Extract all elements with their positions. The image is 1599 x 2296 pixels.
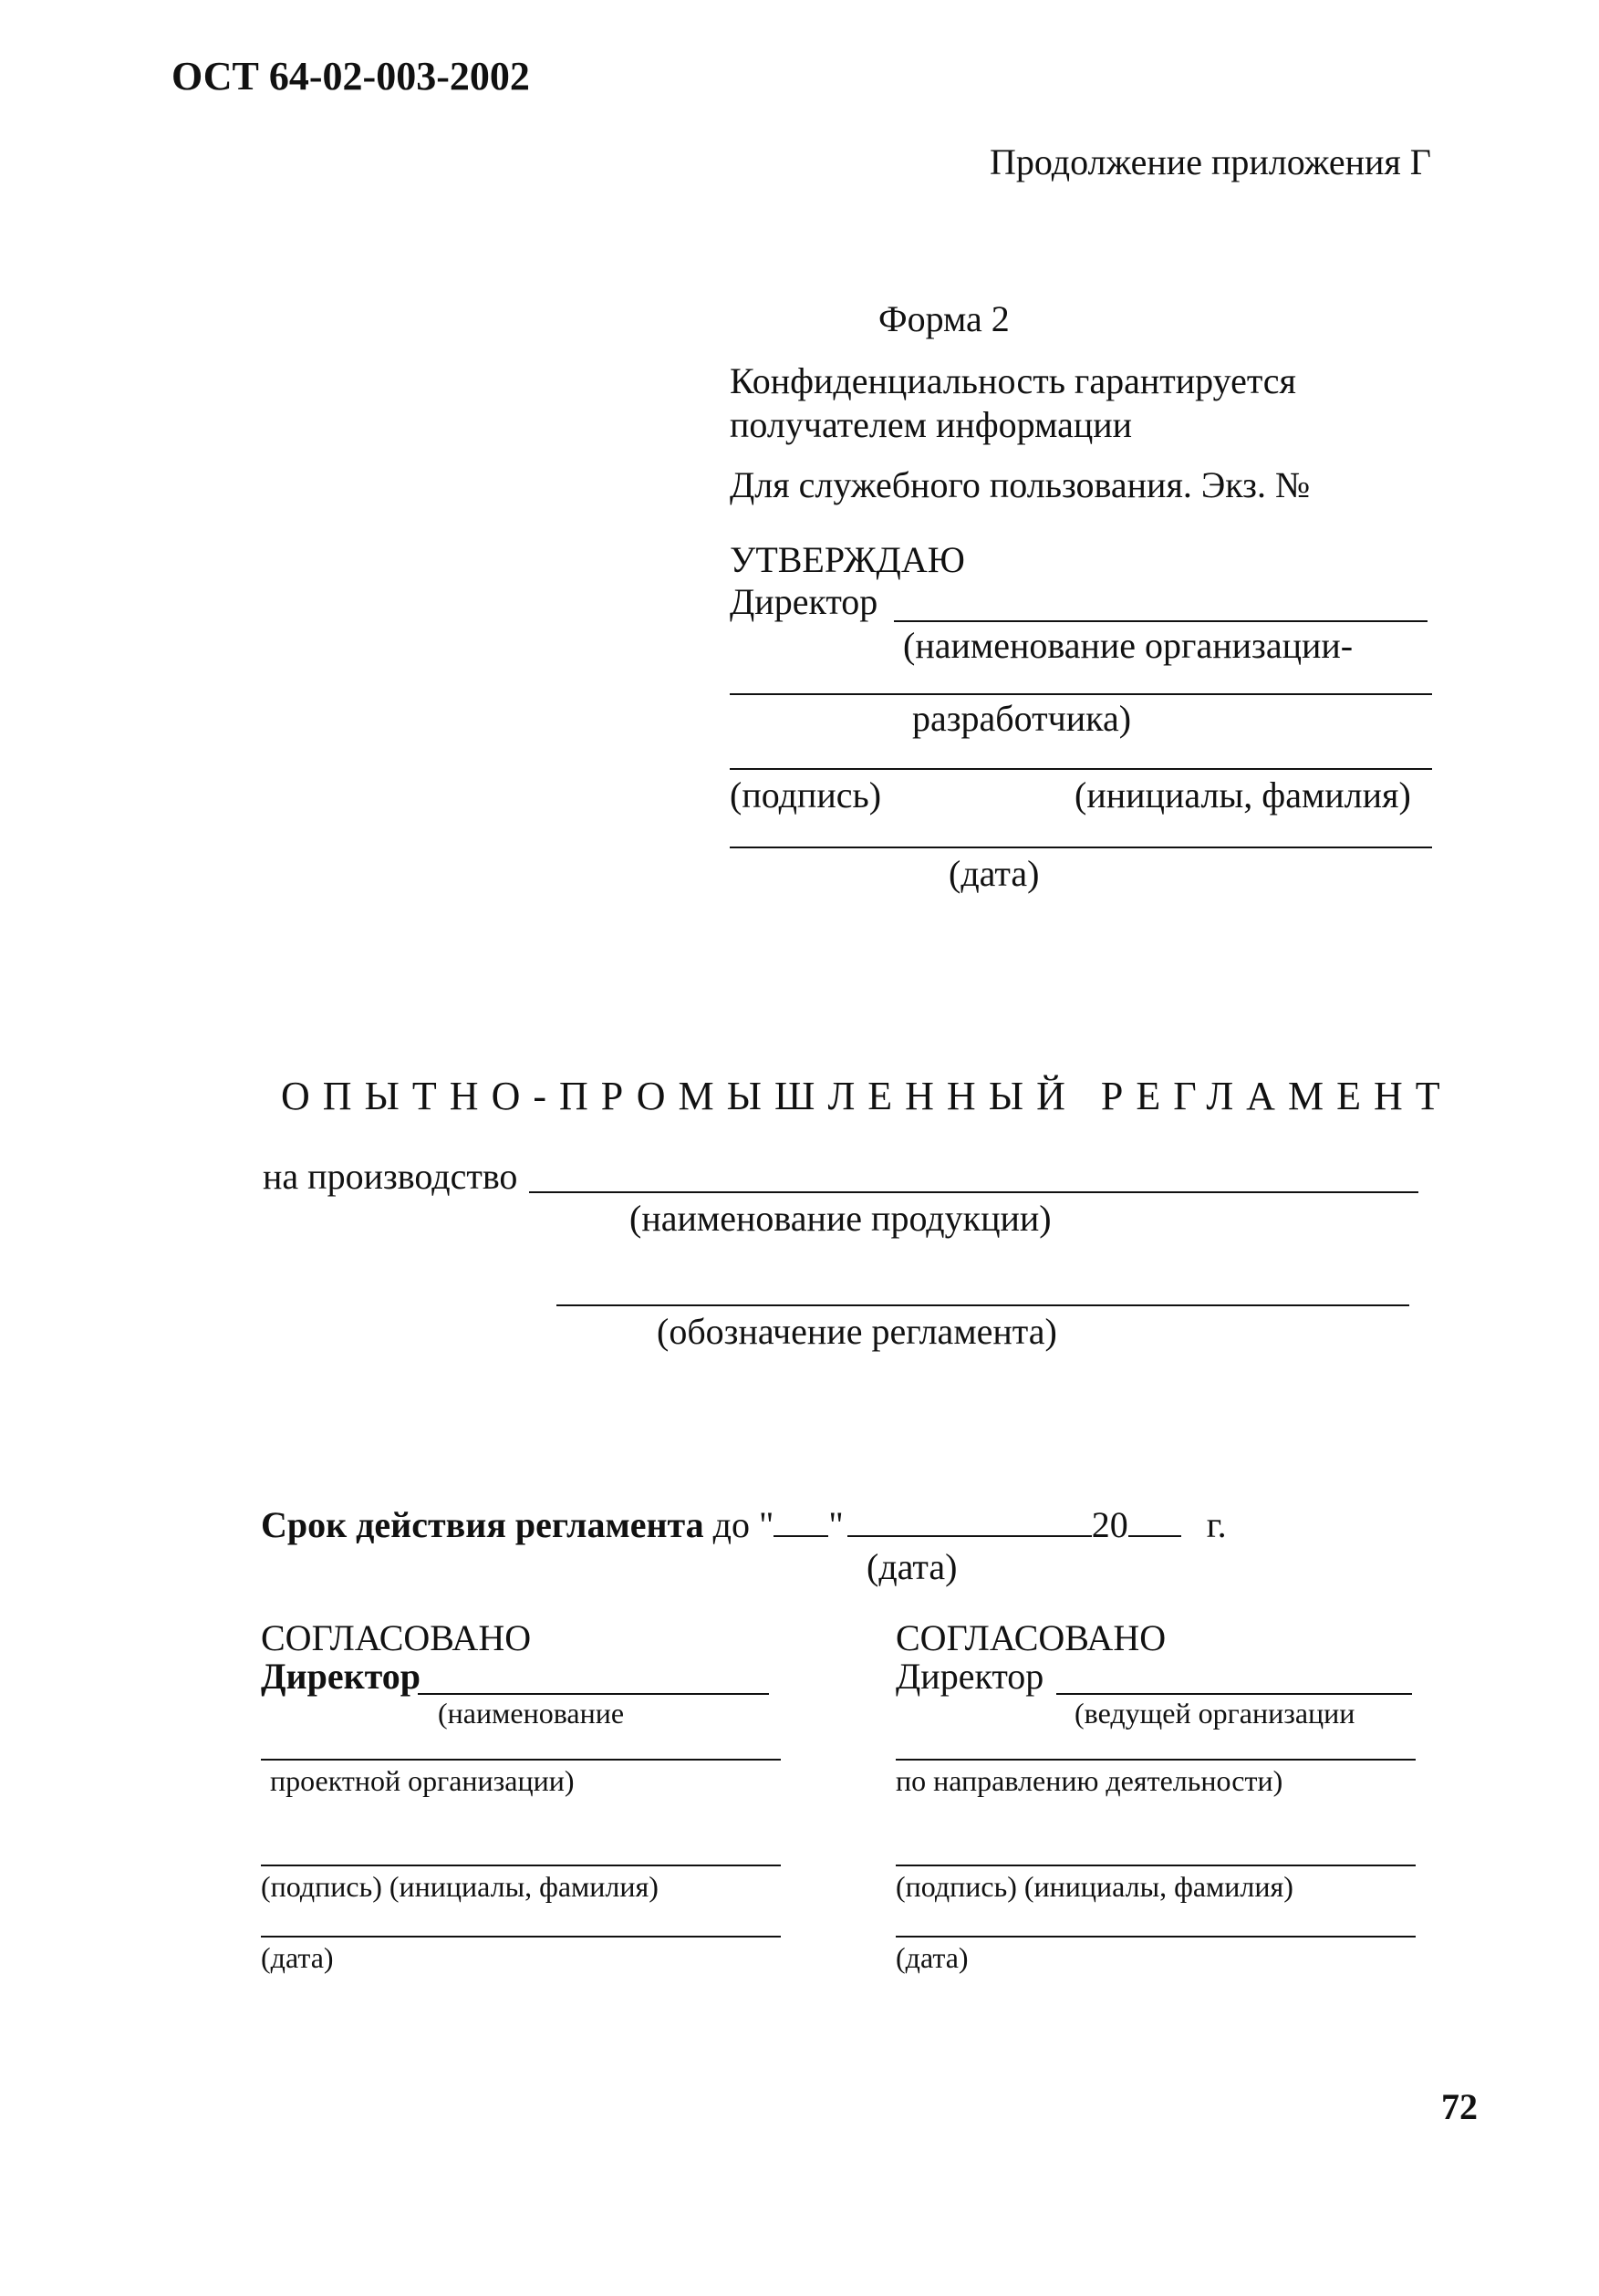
page-number: 72 [1441,2086,1478,2127]
day-blank [774,1508,828,1537]
agreed-left-caption-2: проектной организации) [270,1764,575,1797]
confidentiality-line-1: Конфиденциальность гарантируется [730,360,1296,401]
validity-date-caption: (дата) [867,1546,958,1587]
year-suffix: г. [1206,1504,1227,1545]
validity-until-label: до [712,1504,751,1545]
agreed-left-signature-line [261,1865,781,1866]
agreed-left-date-line [261,1936,781,1938]
agreed-right-caption-2: по направлению деятельности) [896,1764,1283,1797]
regulation-designation-caption: (обозначение регламента) [657,1311,1057,1352]
agreed-right-caption-1: (ведущей организации [1075,1697,1355,1730]
appendix-continuation: Продолжение приложения Г [990,141,1431,182]
agreed-right-org-line [896,1759,1416,1761]
year-prefix: 20 [1091,1504,1128,1545]
year-blank [1128,1508,1181,1537]
org-caption-2: разработчика) [912,698,1132,739]
open-quote: " [759,1504,774,1545]
regulation-title: ОПЫТНО-ПРОМЫШЛЕННЫЙ РЕГЛАМЕНТ [281,1074,1453,1118]
validity-label: Срок действия регламента [261,1504,704,1545]
agreed-left-signature-caption: (подпись) (инициалы, фамилия) [261,1870,659,1903]
signature-caption: (подпись) [730,774,882,816]
validity-line [261,1504,1227,1545]
org-caption-1: (наименование организации- [903,625,1354,666]
production-label: на производство [263,1156,518,1197]
approve-director-label: Директор [730,581,878,622]
official-use-label: Для служебного пользования. Экз. № [730,464,1311,505]
agreed-right-date-line [896,1936,1416,1938]
confidentiality-line-2: получателем информации [730,404,1133,445]
agreed-right-date-caption: (дата) [896,1941,969,1974]
agreed-right-signature-line [896,1865,1416,1866]
agreed-left-director-label: Директор [261,1656,421,1697]
approve-date-caption: (дата) [949,853,1040,894]
regulation-designation-line [556,1304,1409,1306]
month-blank [847,1508,1092,1537]
product-name-caption: (наименование продукции) [629,1198,1052,1239]
approve-director-line [894,620,1428,622]
agreed-left-director-line [418,1693,769,1695]
product-name-line [529,1191,1418,1193]
agreed-left-caption-1: (наименование [438,1697,625,1730]
agreed-right-title: СОГЛАСОВАНО [896,1617,1167,1658]
signature-line [730,768,1432,770]
agreed-left-date-caption: (дата) [261,1941,334,1974]
agreed-left-title: СОГЛАСОВАНО [261,1617,532,1658]
form-number: Форма 2 [878,298,1010,339]
close-quote: " [828,1504,844,1545]
agreed-left-org-line [261,1759,781,1761]
agreed-right-director-line [1056,1693,1412,1695]
document-code: ОСТ 64-02-003-2002 [171,54,530,99]
agreed-right-signature-caption: (подпись) (инициалы, фамилия) [896,1870,1293,1903]
initials-caption: (инициалы, фамилия) [1075,774,1411,816]
approve-title: УТВЕРЖДАЮ [730,539,965,580]
approve-date-line [730,847,1432,848]
org-name-line [730,693,1432,695]
agreed-right-director-label: Директор [896,1656,1044,1697]
